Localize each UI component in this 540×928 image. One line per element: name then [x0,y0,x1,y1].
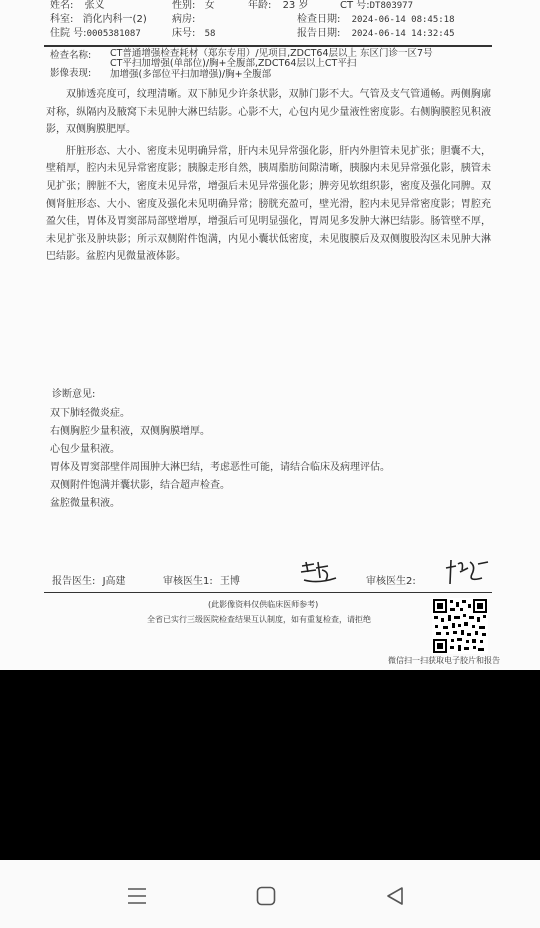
sex-label: 性别: [172,0,196,11]
bed-label: 床号: [172,28,196,39]
diagnosis-item: 盆腔微量积液。 [50,498,120,509]
name-label: 姓名: [50,0,74,11]
qr-caption: 微信扫一扫获取电子胶片和报告 [388,656,500,665]
report-doctor-name: J高建 [102,576,126,587]
exam-date: 2024-06-14 08:45:18 [351,15,455,25]
diagnosis-item: 右侧胸腔少量积液，双侧胸膜增厚。 [50,426,210,437]
exam-date-label: 检查日期: [297,14,341,25]
back-button[interactable] [375,878,415,914]
diagnosis-item: 心包少量积液。 [50,444,120,455]
findings-paragraph-chest: 双肺透亮度可，纹理清晰。双下肺见少许条状影，双肺门影不大。气管及支气管通畅。两侧胸廓对称，纵隔内及腋窝下未见肿大淋巴结影。心影不大，心包内见少量液性密度影。右侧胸膜腔见积液影，双侧胸膜肥厚。 [46,89,491,136]
header-divider [44,45,492,47]
patient-age: 23 岁 [282,0,309,11]
diagnosis-item: 双侧附件饱满并囊状影，结合超声检查。 [50,480,230,491]
home-button[interactable] [246,878,286,914]
imaging-line: 加增强(多部位平扫加增强)/胸+全腹部 [110,69,272,80]
imaging-label: 影像表现: [50,68,92,79]
age-label: 年龄: [248,0,272,11]
findings-section [46,86,491,266]
findings-paragraph-abdomen: 肝脏形态、大小、密度未见明确异常，肝内未见异常强化影，肝内外胆管未见扩张；胆囊不大，壁稍厚，腔内未见异常密度影；胰腺走形自然，胰周脂肪间隙清晰，胰腺内未见异常强化影，胰管未见扩张；脾脏不大，密度未见异常，增强后未见异常强化影；脾旁见软组织影，密度及强化同脾。双侧肾脏形态、大小、密度及强化未见明确异常；膀胱充盈可，壁光滑，腔内未见异常密度影；胃腔充盈欠佳，胃体及胃窦部局部壁增厚，增强后可见明显强化，胃周见多发肿大淋巴结影。肠管壁不厚，未见扩张及肿块影；所示双侧附件饱满，内见小囊状低密度，未见腹膜后及双侧腹股沟区未见肿大淋巴结影。盆腔内见微量液体影。 [46,145,491,263]
exam-name-label: 检查名称: [50,50,92,61]
report-date-label: 报告日期: [297,28,341,39]
reviewer1-name: 王博 [219,576,240,587]
inpatient-number: 0005381087 [86,29,141,39]
reviewer1-signature [298,558,340,588]
home-icon [256,886,276,906]
exam-name-line2: CT平扫加增强(单部位)/胸+全腹部,ZDCT64层以上CT平扫 [110,58,357,69]
reviewer1-label: 审核医生1: [163,576,213,587]
back-icon [386,886,404,906]
ward-label: 病房: [172,14,196,25]
menu-icon [127,887,147,905]
department: 消化内科一(2) [82,14,147,25]
exam-name-line1: CT普通增强检查耗材（郑东专用）/见项目,ZDCT64层以上 东区门诊一区7号 [110,48,433,59]
patient-name: 张义 [84,0,105,11]
diagnosis-item: 双下肺轻微炎症。 [50,408,130,419]
diagnosis-item: 胃体及胃窦部壁伴周围肿大淋巴结，考虑恶性可能，请结合临床及病理评估。 [50,462,390,473]
mutual-recognition-notice: 全省已实行三级医院检查结果互认制度，如有重复检查，请拒绝 [147,615,371,624]
reviewer2-signature [442,556,492,588]
dept-label: 科室: [50,14,74,25]
recent-apps-button[interactable] [117,878,157,914]
ct-label: CT 号: [340,0,370,11]
navigation-bar [0,860,540,928]
report-doctor-label: 报告医生: [52,576,96,587]
reviewer2-label: 审核医生2: [366,576,416,587]
patient-sex: 女 [204,0,215,11]
bed-number: 58 [204,29,216,39]
reference-notice: (此影像资料仅供临床医师参考) [208,600,319,609]
report-date: 2024-06-14 14:32:45 [351,29,455,39]
diagnosis-label: 诊断意见: [52,389,96,400]
ct-number: DT803977 [369,1,413,11]
signature-divider [44,592,492,593]
qr-code[interactable] [432,598,488,654]
inpatient-label: 住院 号: [50,28,87,39]
